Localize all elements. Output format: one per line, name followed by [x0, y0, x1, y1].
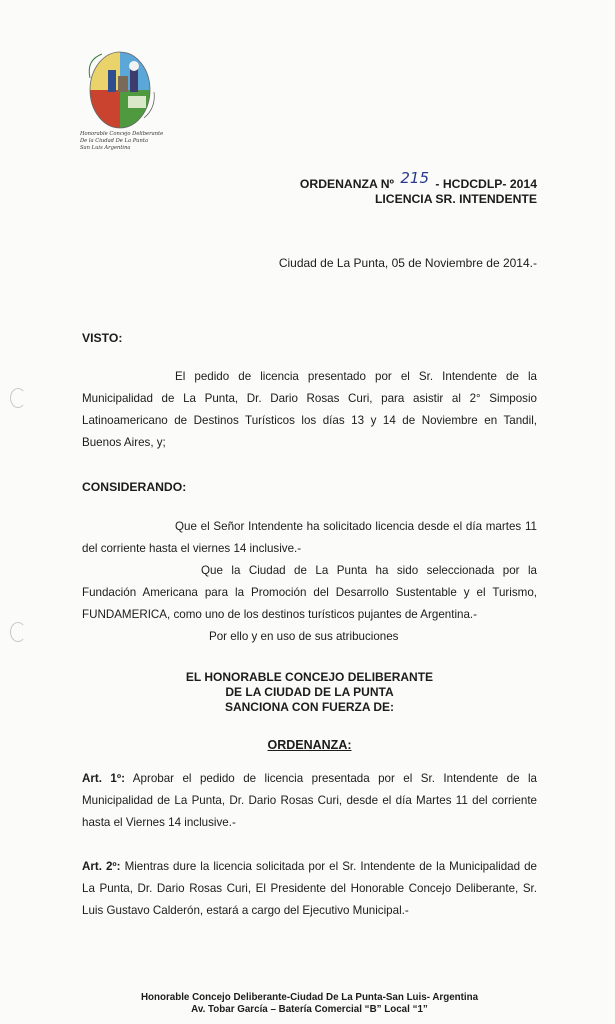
visto-heading: VISTO: — [82, 331, 123, 345]
ordenanza-title: ORDENANZA: — [267, 738, 352, 752]
council-logo-icon — [82, 48, 162, 136]
ordinance-suffix: - HCDCDLP- 2014 — [435, 177, 537, 191]
considerando-heading: CONSIDERANDO: — [82, 480, 187, 494]
document-date: Ciudad de La Punta, 05 de Noviembre de 2014.- — [278, 256, 537, 270]
logo-caption: Honorable Concejo Deliberante De la Ciudad De La Punta San Luis Argentina — [80, 131, 164, 151]
punch-hole-mark — [10, 388, 26, 408]
article-1 — [82, 768, 537, 834]
considerando-paragraph-3: Por ello y en uso de sus atribuciones — [209, 630, 399, 643]
article-text: Aprobar el pedido de licencia presentada por el Sr. Intendente de la Municipalidad de La Punta, Dr. Dario Rosas Curi, desde el día Martes 11 del corriente hasta el Viernes 14 inclusive.- — [82, 772, 538, 829]
article-2 — [82, 856, 537, 922]
ordinance-prefix: ORDENANZA Nº — [299, 177, 394, 191]
considerando-paragraph-2: Que la Ciudad de La Punta ha sido seleccionada por la Fundación Americana para la Promoción del Desarrollo Sustentable y el Turismo, FUNDAMERICA, como uno de los destinos turísticos pujantes de Argentina.- — [82, 564, 537, 621]
ordinance-number: 215 — [400, 169, 430, 187]
ordinance-header — [299, 169, 537, 207]
punch-hole-mark — [10, 622, 26, 642]
article-text: Mientras dure la licencia solicitada por el Sr. Intendente de la Municipalidad de La Punta, Dr. Dario Rosas Curi, El Presidente del Honorable Concejo Deliberante, Sr. Luis Gustavo Calderón, estará a cargo del Ejecutivo Municipal.- — [82, 860, 537, 917]
considerando-paragraph-1: Que el Señor Intendente ha solicitado licencia desde el día martes 11 del corriente hasta el viernes 14 inclusive.- — [82, 520, 537, 555]
ordinance-subject: LICENCIA SR. INTENDENTE — [374, 192, 537, 206]
article-label: Art. 2º: — [82, 860, 121, 873]
page-footer: Honorable Concejo Deliberante-Ciudad De La Punta-San Luis- Argentina Av. Tobar García – Batería Comercial “B” Local “1” — [140, 992, 479, 1015]
sanciona-block: EL HONORABLE CONCEJO DELIBERANTE DE LA CIUDAD DE LA PUNTA SANCIONA CON FUERZA DE: — [185, 670, 434, 714]
visto-text: El pedido de licencia presentado por el Sr. Intendente de la Municipalidad de La Punta, Dr. Dario Rosas Curi, para asistir al 2° Simposio Latinoamericano de Destinos Turísticos los días 13 y 14 de Noviembre en Tandil, Buenos Aires, y; — [82, 370, 537, 449]
article-label: Art. 1º: — [82, 772, 125, 785]
